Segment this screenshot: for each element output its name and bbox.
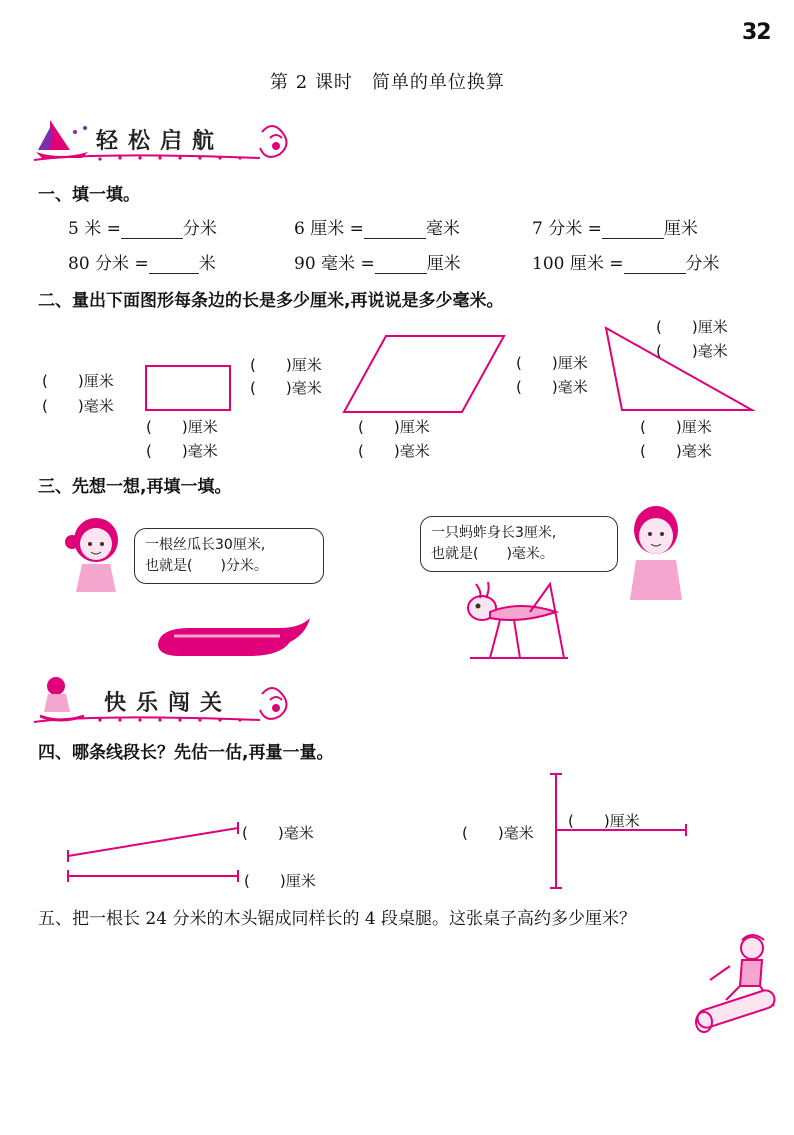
parallelogram-shape [344, 336, 504, 412]
tri-left-mm: ( )毫米 [516, 378, 588, 396]
speech-bubble-girl: 一根丝瓜长30厘米, 也就是( )分米。 [134, 528, 324, 584]
q1-row-1-item-3: 7 分米 = 厘米 [532, 219, 698, 239]
question-1-heading: 一、填一填。 [38, 185, 140, 205]
tri-bottom-mm: ( )毫米 [640, 442, 712, 460]
loofah-illustration [150, 614, 320, 662]
question-3-heading: 三、先想一想,再填一填。 [38, 477, 232, 497]
para-left-cm: ( )厘米 [250, 356, 322, 374]
q1-row-2-item-2: 90 毫米 = 厘米 [294, 254, 461, 274]
segment-slanted [68, 828, 238, 856]
lesson-title: 第 2 课时 简单的单位换算 [270, 72, 505, 93]
answer-blank[interactable] [364, 220, 426, 239]
page-number: 32 [742, 20, 771, 45]
question-5-heading: 五、把一根长 24 分米的木头锯成同样长的 4 段桌腿。这张桌子高约多少厘米？ [38, 909, 637, 929]
slanted-mm: ( )毫米 [242, 824, 314, 842]
answer-blank[interactable] [121, 220, 183, 239]
rectangle-shape [146, 366, 230, 410]
right-horizontal-cm: ( )厘米 [568, 812, 640, 830]
q1-row-1: 5 米 = 分米 [68, 219, 217, 239]
rect-bottom-mm: ( )毫米 [146, 442, 218, 460]
sawing-kid-illustration [690, 930, 786, 1040]
q4-line-segments [0, 764, 794, 894]
vertical-mm: ( )毫米 [462, 824, 534, 842]
para-bottom-mm: ( )毫米 [358, 442, 430, 460]
section-banner-easy-start: 轻松启航 [96, 129, 225, 154]
tri-bottom-cm: ( )厘米 [640, 418, 712, 436]
tri-hyp-cm: ( )厘米 [656, 318, 728, 336]
section-banner-happy-challenge: 快乐闯关 [104, 691, 233, 716]
rect-left-cm: ( )厘米 [42, 372, 114, 390]
question-2-heading: 二、量出下面图形每条边的长是多少厘米,再说说是多少毫米。 [38, 291, 504, 311]
q1-row-2-item-3: 100 厘米 = 分米 [532, 254, 720, 274]
answer-blank[interactable] [602, 220, 664, 239]
para-bottom-cm: ( )厘米 [358, 418, 430, 436]
tri-left-cm: ( )厘米 [516, 354, 588, 372]
rect-left-mm: ( )毫米 [42, 397, 114, 415]
boy-illustration [620, 500, 692, 604]
answer-blank[interactable] [624, 255, 686, 274]
tri-hyp-mm: ( )毫米 [656, 342, 728, 360]
grasshopper-illustration [460, 578, 570, 664]
para-left-mm: ( )毫米 [250, 379, 322, 397]
q1-row-2: 80 分米 = 米 [68, 254, 216, 274]
rect-bottom-cm: ( )厘米 [146, 418, 218, 436]
q1-row-1-item-2: 6 厘米 = 毫米 [294, 219, 460, 239]
girl-illustration [64, 514, 128, 594]
question-4-heading: 四、哪条线段长？先估一估,再量一量。 [38, 743, 334, 763]
speech-bubble-boy: 一只蚂蚱身长3厘米, 也就是( )毫米。 [420, 516, 618, 572]
answer-blank[interactable] [149, 255, 199, 274]
answer-blank[interactable] [375, 255, 427, 274]
horizontal-cm: ( )厘米 [244, 872, 316, 890]
